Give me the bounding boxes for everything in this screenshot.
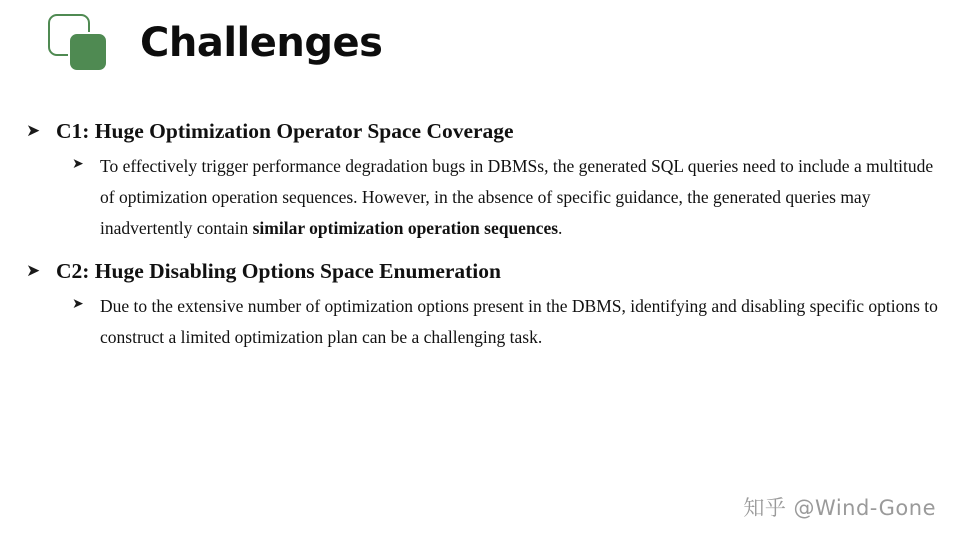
page-title: Challenges — [140, 20, 383, 66]
section-heading-row — [26, 258, 942, 285]
section-detail-row — [26, 291, 942, 353]
section-heading-row — [26, 118, 942, 145]
arrow-bullet-icon: ➤ — [72, 296, 84, 313]
arrow-bullet-icon: ➤ — [26, 261, 41, 282]
section-detail — [100, 291, 940, 353]
section-c2 — [26, 258, 942, 353]
section-heading: C2: Huge Disabling Options Space Enumeration — [56, 259, 501, 284]
detail-prefix: Due to the extensive number of optimization options present in the DBMS, identifying and disabling specific options to construct a limited optimization plan can be a challenging task. — [100, 296, 938, 348]
arrow-bullet-icon: ➤ — [26, 121, 41, 141]
green-squares-logo-icon — [44, 12, 118, 74]
section-detail — [100, 151, 940, 244]
detail-emphasis: similar optimization operation sequences — [252, 218, 559, 239]
section-c1 — [26, 118, 942, 244]
slide-body — [26, 118, 942, 367]
slide-title-row — [44, 12, 382, 74]
detail-prefix: To effectively trigger performance degradation bugs in DBMSs, the generated SQL queries need to include a multitude of optimization operation sequences. However, in the absence of specific guidance, the generated queries may inadvertently contain — [100, 155, 934, 239]
logo-solid-square — [68, 32, 108, 72]
section-detail-row — [26, 151, 942, 244]
watermark: 知乎 @Wind-Gone — [743, 496, 936, 520]
detail-suffix: . — [558, 218, 563, 239]
section-heading: C1: Huge Optimization Operator Space Coverage — [56, 119, 514, 143]
arrow-bullet-icon: ➤ — [72, 155, 84, 172]
